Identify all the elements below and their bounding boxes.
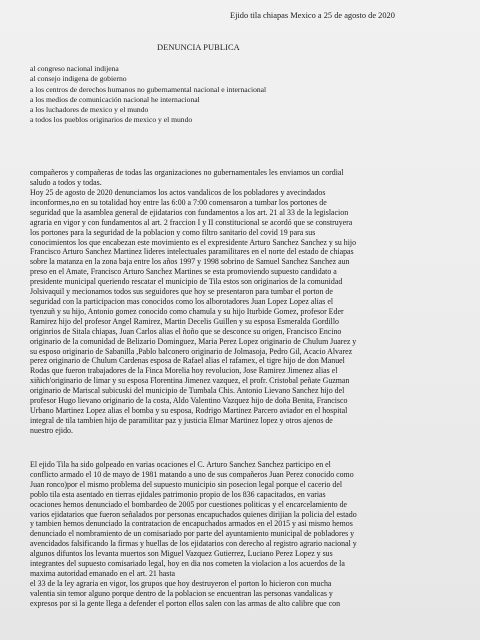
addressee-item: al consejo indigena de gobierno: [30, 74, 127, 84]
denunciation-paragraph: Hoy 25 de agosto de 2020 denunciamos los actos vandalicos de los pobladores y avecindados inconformes,no en su totalidad hoy entre las 6:00 a 7:00 comensaron a tumbar los portones de seguridad que la asamblea general de ejidatarios con fundamentos a los art. 21 al 33 de la legislacion agraria en vigor y con fundamentos al art. 2 fraccion I y II constitucional se acordó que se construyera los portones para la seguridad de la poblacion y como filtro sanitario del covid 19 para sus conocimientos los que encabezan este movimiento es el expresidente Arturo Sanchez Sanchez y su hijo Francisco Arturo Sanchez Martinez lideres intelectuales paramilitares en el norte del estado de chiapas sobre la matanza en la zona baja entre los años 1997 y 1998 sobrino de Samuel Sanchez Sanchez aun preso en el Amate, Francisco Arturo Sanchez Martines se esta promoviendo supuesto candidato a presidente municipal queriendo rescatar el municipio de Tila estos son originarios de la comunidad Jolsivaquil y mecionamos todos sus seguidores que hoy se presentaron para tumbar el porton de seguridad con la participacion mas conocidos como los alborotadores Juan Lopez Lopez alias el tyenzuñ y su hijo, Antonio gomez conocido como chamula y su hijo Iturbide Gomez, profesor Eder Ramirez hijo del profesor Angel Ramirez, Martin Decelis Guillen y su esposa Esmeralda Gordillo originrios de Sitala chiapas, Juan Carlos alias el ñoño que se desconce su origen, Francisco Encino originario de la comunidad de Belizario Dominguez, Maria Perez Lopez originario de Chulum Juarez y su esposo originario de Sabanilla ,Pablo balconero originario de Jolmasoja, Pedro Gil, Acacio Alvarez perez originario de Chulum Cardenas esposa de Rafael alias el rafamex, el tigre hijo de don Manuel Rodas que fueron trabajadores de la Finca Morelia hoy revolucion, Jose Ramirez Jimenez alias el xiñich'originario de limar y su esposa Florentina Jimenez vazquez, el profr. Cristobal peñate Guzman originario de Mariscal subicuski del municipio de Tumbala Chis. Antonio Lievano Sanchez hijo del profesor Hugo lievano originario de la costa, Aldo Valentino Vazquez hijo de doña Benita, Francisco Urbano Martinez Lopez alias el bomba y su esposa, Rodrigo Martinez Parcero aviador en el hospital integral de tila tambien hijo de paramilitar paz y justicia Elmar Martinez lopez y otros ajenos de nuestro ejido.: [30, 188, 357, 435]
date-line: Ejido tila chiapas Mexico a 25 de agosto de 2020: [230, 11, 395, 20]
greeting-paragraph: compañeros y compañeras de todas las organizaciones no gubernamentales les enviamos un cordial saludo a todos y todas.: [30, 168, 344, 187]
history-paragraph: El ejido Tila ha sido golpeado en varias ocaciones el C. Arturo Sanchez Sanchez participo en el conflicto armado el 10 de mayo de 1981 matando a uno de sus compañeros Juan Perez conocido como Juan ronco)por el mismo problema del supuesto municipio sin posecion legal porque el cacerio del poblo tila esta asentado en tierras ejidales patrimonio propio de los 836 capacitados, en varias ocaciones hemos denunciado el bombardeo de 2005 por cuestiones politicas y el encarcelamiento de varios ejidatarios que fueron señalados por personas encapuchados quienes dirijian la policia del estado y tambien hemos denunciado la contratacion de encapuchados armados en el 2015 y asi mismo hemos denunciado el nombramiento de un comisariado por parte del ayuntamiento municipal de pobladores y avencidados falsificando la firmas y huellas de los ejidatarios con derecho al registro agrario nacional y algunos difuntos los levanta muertos son Miguel Vazquez Gutierrez, Luciano Perez Lopez y sus integrantes del supuesto comisariado legal, hoy en dia nos cometen la violacion a los acuerdos de la maxima autoridad emanado en el art. 21 hasta el 33 de la ley agraria en vigor, los grupos que hoy destruyeron el porton lo hicieron con mucha valentia sin temor alguno porque dentro de la poblacion se encuentran las personas vandalicas y expresos por si la gente llega a defender el porton ellos salen con las armas de alto calibre que con: [30, 460, 357, 608]
addressee-list: [30, 64, 266, 126]
addressee-item: al congreso nacional indijena: [30, 64, 119, 73]
addressee-item: a los luchadores de mexico y el mundo: [30, 105, 149, 115]
addressee-item: a los medios de comunicación nacional he internacional: [30, 94, 200, 104]
addressee-item: a todos los pueblos originarios de mexico y el mundo: [30, 115, 193, 125]
addressee-item: a los centros de derechos humanos no gubernamental nacional e internacional: [30, 84, 267, 94]
document-title: DENUNCIA PUBLICA: [157, 43, 240, 52]
